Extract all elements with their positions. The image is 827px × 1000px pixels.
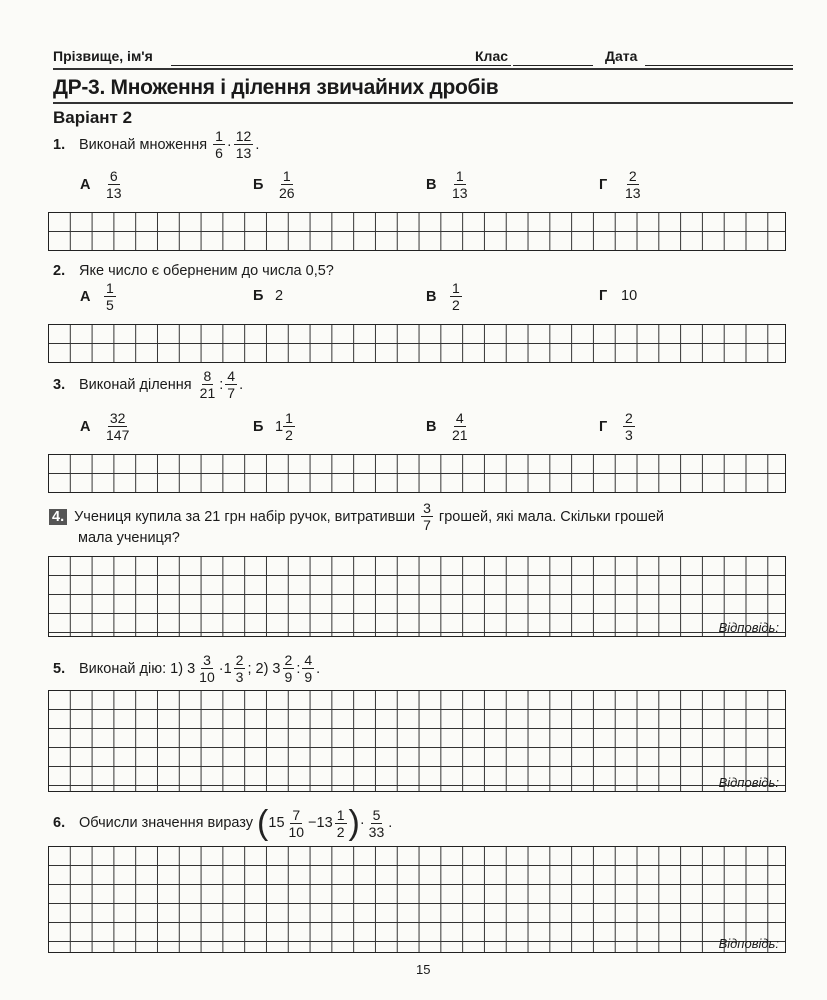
expression-part: −13 — [308, 815, 333, 831]
question-text: мала учениця? — [78, 530, 180, 546]
page-title: ДР-3. Множення і ділення звичайних дробів — [53, 76, 499, 99]
answer-label: Відповідь: — [718, 775, 779, 790]
question-4-cont — [78, 530, 180, 546]
student-info-header — [53, 44, 793, 68]
expression-part: 1) 3 — [170, 660, 196, 677]
option-d[interactable]: Г 2 13 — [599, 168, 641, 201]
period: . — [388, 815, 393, 831]
fraction: 8 21 — [199, 368, 216, 401]
question-text: Виконай множення — [79, 136, 208, 153]
expression-part: 2) 3 — [255, 660, 281, 677]
question-number: 3. — [53, 376, 66, 393]
fraction: 12 13 — [235, 128, 252, 161]
question-text: Виконай дію: — [79, 660, 167, 677]
page-number: 15 — [416, 962, 431, 977]
separator: ; — [247, 660, 252, 677]
class-label: Клас — [475, 48, 509, 64]
option-c[interactable]: В 4 21 — [426, 410, 468, 443]
question-number: 4. — [49, 509, 67, 525]
answer-grid-5[interactable] — [48, 690, 786, 792]
question-3 — [53, 368, 243, 401]
fraction: 2 9 — [284, 652, 293, 685]
class-field[interactable] — [513, 65, 593, 66]
option-c[interactable]: В 1 2 — [426, 280, 460, 313]
option-d[interactable]: Г 10 — [599, 288, 638, 304]
option-b[interactable]: Б 2 — [253, 288, 284, 304]
option-a[interactable]: А 6 13 — [80, 168, 122, 201]
divider-top — [53, 68, 793, 70]
question-number: 6. — [53, 815, 66, 831]
fraction: 3 7 — [423, 500, 431, 533]
operator: ·1 — [218, 660, 232, 677]
right-paren: ) — [348, 804, 360, 842]
option-d[interactable]: Г 2 3 — [599, 410, 633, 443]
answer-grid-1[interactable] — [48, 212, 786, 251]
period: . — [239, 376, 244, 393]
period: . — [255, 136, 260, 153]
question-text: грошей, які мала. Скільки грошей — [438, 508, 664, 525]
fraction: 1 6 — [215, 128, 223, 161]
date-field[interactable] — [645, 65, 793, 66]
expression-part: 15 — [268, 815, 285, 831]
question-number: 2. — [53, 263, 66, 279]
question-text: Учениця купила за 21 грн набір ручок, витративши — [74, 508, 416, 525]
question-text: Виконай ділення — [79, 376, 192, 393]
operator: · — [226, 136, 232, 153]
operator: · — [359, 815, 365, 831]
fraction: 3 10 — [199, 652, 215, 685]
option-b[interactable]: Б 1 26 — [253, 168, 295, 201]
answer-grid-2[interactable] — [48, 324, 786, 363]
divider-title — [53, 102, 793, 104]
option-b[interactable]: Б 1 1 2 — [253, 410, 293, 443]
fraction: 5 33 — [368, 806, 385, 840]
name-field[interactable] — [171, 65, 511, 66]
fraction: 1 2 — [336, 806, 345, 840]
question-1 — [53, 128, 259, 161]
answer-label: Відповідь: — [718, 936, 779, 951]
answer-grid-3[interactable] — [48, 454, 786, 493]
answer-label: Відповідь: — [718, 620, 779, 635]
fraction: 4 7 — [227, 368, 236, 401]
left-paren: ( — [257, 804, 269, 842]
operator: : — [219, 376, 224, 393]
question-5 — [53, 652, 320, 685]
period: . — [316, 660, 321, 677]
fraction: 4 9 — [304, 652, 313, 685]
question-text: Обчисли значення виразу — [79, 815, 254, 831]
question-4 — [49, 500, 664, 533]
fraction: 2 3 — [235, 652, 244, 685]
fraction: 7 10 — [288, 806, 305, 840]
name-label: Прізвище, ім'я — [53, 48, 153, 64]
variant-label: Варіант 2 — [53, 108, 133, 127]
question-text: Яке число є оберненим до числа 0,5? — [79, 263, 334, 279]
operator: : — [296, 660, 301, 677]
option-c[interactable]: В 1 13 — [426, 168, 468, 201]
question-6 — [53, 806, 392, 840]
answer-grid-4[interactable] — [48, 556, 786, 637]
option-a[interactable]: А 1 5 — [80, 280, 114, 313]
date-label: Дата — [605, 48, 638, 64]
question-2 — [53, 263, 334, 279]
question-number: 5. — [53, 660, 66, 677]
option-a[interactable]: А 32 147 — [80, 410, 130, 443]
question-number: 1. — [53, 136, 66, 153]
answer-grid-6[interactable] — [48, 846, 786, 953]
